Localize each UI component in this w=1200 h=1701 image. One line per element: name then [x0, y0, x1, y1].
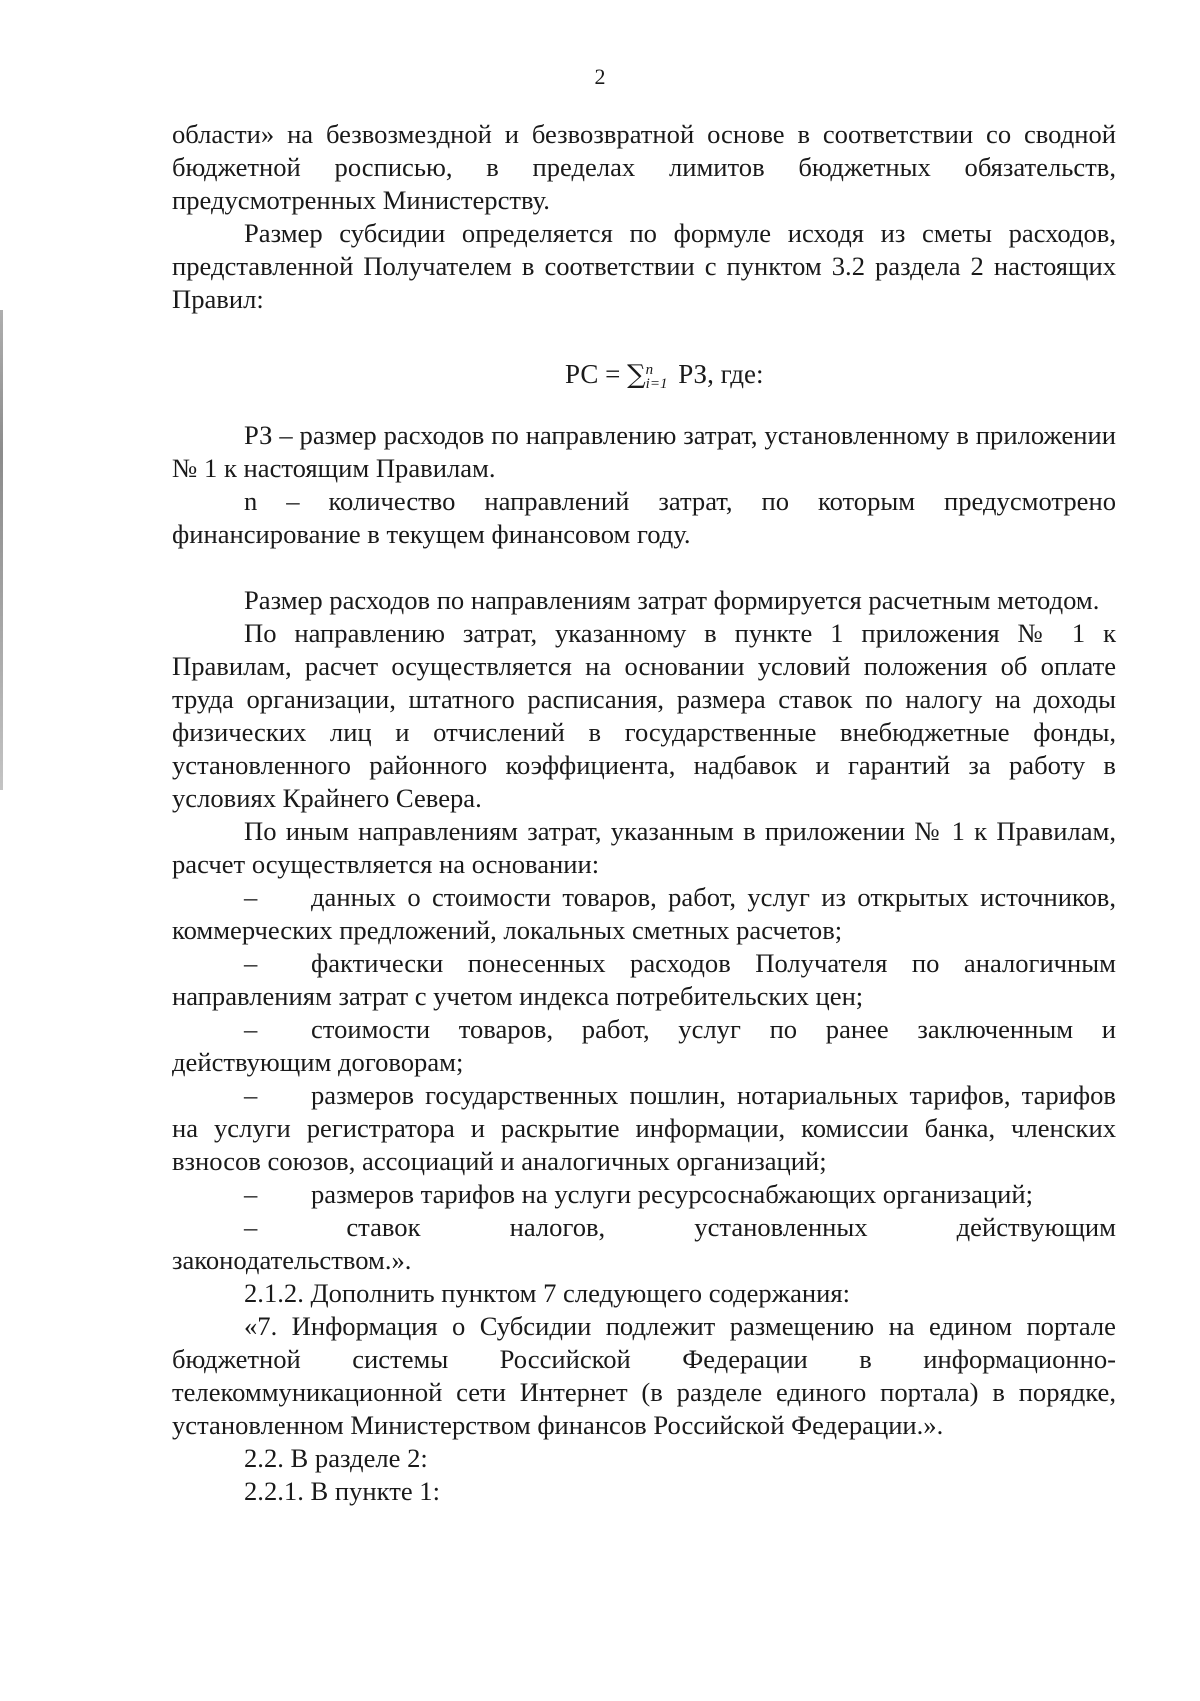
- last-word-3: установленных: [694, 1212, 868, 1242]
- dash-marker: –: [244, 1179, 258, 1209]
- list-item-text: данных о стоимости товаров, работ, услуг из открытых источников, коммерческих предложений, локальных сметных расчетов;: [172, 882, 1116, 945]
- scan-binding-edge: [0, 310, 3, 790]
- formula-tail: , где:: [707, 359, 764, 389]
- list-item-text: стоимости товаров, работ, услуг по ранее заключенным и действующим договорам;: [172, 1014, 1116, 1077]
- sum-limits: [646, 363, 668, 391]
- list-item: [172, 1079, 1116, 1178]
- dash-marker: –: [244, 1014, 258, 1044]
- dash-marker: –: [244, 882, 258, 912]
- formula-lhs: РС =: [565, 359, 628, 389]
- paragraph-item-1-basis: По направлению затрат, указанному в пункте 1 приложения № 1 к Правилам, расчет осуществляется на основании условий положения об оплате труда организации, штатного расписания, размера ставок по налогу на доходы физических лиц и отчислений в государственные внебюджетные фонды, установленного районного коэффициента, надбавок и гарантий за работу в условиях Крайнего Севера.: [172, 618, 1116, 813]
- sum-symbol: ∑: [627, 360, 646, 390]
- sum-upper-limit: n: [645, 361, 654, 378]
- list-item-text: размеров государственных пошлин, нотариальных тарифов, тарифов на услуги регистратора и раскрытие информации, комиссии банка, членских взносов союзов, ассоциаций и аналогичных организаций;: [172, 1080, 1116, 1176]
- list-item-text: фактически понесенных расходов Получателя по аналогичным направлениям затрат с учетом индекса потребительских цен;: [172, 948, 1116, 1011]
- subsidy-formula: [172, 354, 1116, 395]
- list-item-last: [172, 1211, 1116, 1244]
- section-2-1-2: 2.1.2. Дополнить пунктом 7 следующего содержания:: [244, 1278, 850, 1308]
- paragraph-rz-definition: РЗ – размер расходов по направлению затрат, установленному в приложении № 1 к настоящим Правилам.: [172, 420, 1116, 483]
- list-item-last-continuation: законодательством.».: [172, 1245, 412, 1275]
- section-point-7: «7. Информация о Субсидии подлежит размещению на едином портале бюджетной системы Российской Федерации в информационно-телекоммуникационной сети Интернет (в разделе единого портала) в порядке, установленном Министерством финансов Российской Федерации.».: [172, 1311, 1116, 1440]
- list-item: [172, 947, 1116, 1013]
- paragraph-n-definition: n – количество направлений затрат, по которым предусмотрено финансирование в текущем финансовом году.: [172, 486, 1116, 549]
- paragraph-other-items-basis: По иным направлениям затрат, указанным в приложении № 1 к Правилам, расчет осуществляется на основании:: [172, 816, 1116, 879]
- last-word-2: налогов,: [509, 1212, 606, 1242]
- page-number: 2: [594, 64, 606, 89]
- paragraph-budget-basis: области» на безвозмездной и безвозвратной основе в соответствии со сводной бюджетной росписью, в пределах лимитов бюджетных обязательств, предусмотренных Министерству.: [172, 119, 1116, 215]
- last-word-4: действующим: [956, 1212, 1116, 1242]
- section-2-2-1: 2.2.1. В пункте 1:: [244, 1476, 440, 1506]
- dash-marker: –: [244, 948, 258, 978]
- last-word-1: ставок: [346, 1212, 421, 1242]
- paragraph-subsidy-size: Размер субсидии определяется по формуле исходя из сметы расходов, представленной Получателем в соответствии с пунктом 3.2 раздела 2 настоящих Правил:: [172, 218, 1116, 314]
- paragraph-calculation-method: Размер расходов по направлениям затрат формируется расчетным методом.: [244, 585, 1100, 615]
- list-item: [172, 1013, 1116, 1079]
- list-item-text: размеров тарифов на услуги ресурсоснабжающих организаций;: [311, 1179, 1033, 1209]
- sum-lower-limit: i=1: [645, 375, 668, 392]
- list-item: [172, 881, 1116, 947]
- section-2-2: 2.2. В разделе 2:: [244, 1443, 428, 1473]
- formula-term: РЗ: [671, 359, 708, 389]
- dash-marker: –: [244, 1080, 258, 1110]
- document-body: [172, 118, 1116, 1508]
- list-item: [172, 1178, 1116, 1211]
- dash-marker: –: [244, 1212, 258, 1242]
